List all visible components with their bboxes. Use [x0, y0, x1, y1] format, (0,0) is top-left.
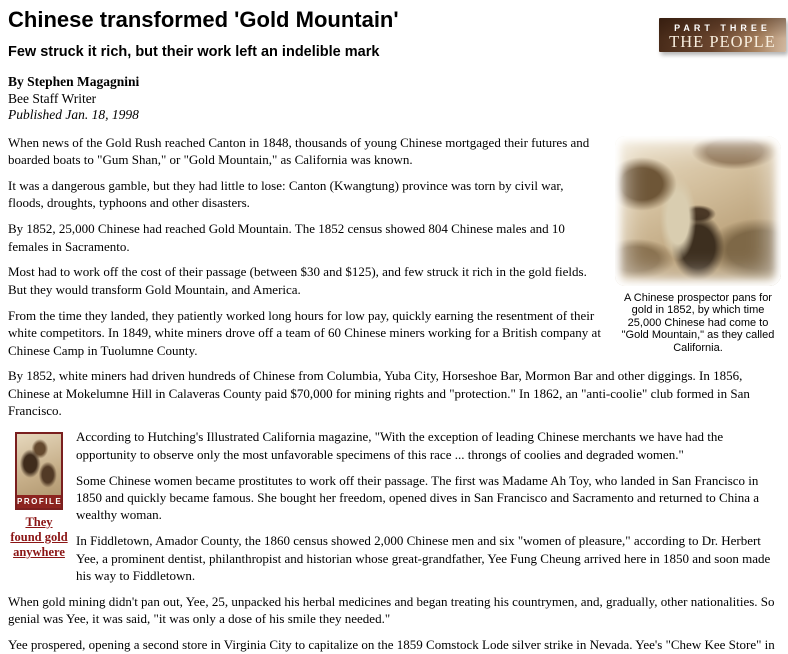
article-paragraph: Most had to work off the cost of their passage (between $30 and $125), and few struck it rich in the gold fields. But they would transform Gold Mountain, and America.	[8, 264, 587, 297]
article-paragraph: Yee prospered, opening a second store in Virginia City to capitalize on the 1859 Comstock Lode silver strike in Nevada. Yee's "Chew Kee Store" in	[8, 637, 775, 653]
section-badge-people-label: THE PEOPLE	[669, 32, 776, 51]
profile-link[interactable]	[10, 515, 68, 560]
publish-date: Published Jan. 18, 1998	[8, 107, 139, 122]
article-paragraph: In Fiddletown, Amador County, the 1860 census showed 2,000 Chinese men and six "women of pleasure," according to Dr. Herbert Yee, a prominent dentist, philanthropist and historian whose great-grandfather, Yee Fung Cheung arrived here in 1850 and soon made his way to Fiddletown.	[76, 533, 771, 584]
article-body	[8, 134, 782, 654]
profile-link-line: They	[25, 515, 53, 530]
article-paragraph: When gold mining didn't pan out, Yee, 25, unpacked his herbal medicines and began treating his countrymen, and, gradually, other nationalities. So genial was Yee, it was said, "it was only a dose of his smile they needed."	[8, 593, 775, 627]
article-paragraph: From the time they landed, they patiently worked long hours for low pay, quickly earning the resentment of their white competitors. In 1849, white miners drove off a team of 60 Chinese miners working for a British company at Chinese Camp in Tuolumne County.	[8, 307, 601, 358]
article-paragraph: Some Chinese women became prostitutes to work off their passage. The first was Madame Ah Toy, who landed in San Francisco in 1850 and quickly became famous. She bought her freedom, opened dives in San Francisco and Sacramento and returned to China a wealthy woman.	[76, 472, 760, 523]
article-paragraph: When news of the Gold Rush reached Canton in 1848, thousands of young Chinese mortgaged their futures and boarded boats to "Gum Shan," or "Gold Mountain," as California was known.	[8, 134, 590, 167]
article-page	[0, 7, 788, 653]
profile-link-line: anywhere	[13, 545, 65, 560]
profile-label: PROFILE	[17, 497, 63, 507]
byline-organization: Bee Staff Writer	[8, 90, 97, 106]
prospector-photo	[615, 136, 781, 286]
prospector-photo-caption: A Chinese prospector pans for gold in 1852, by which time 25,000 Chinese had come to "Gold Mountain," as they called California.	[621, 291, 775, 354]
page-title: Chinese transformed 'Gold Mountain'	[8, 7, 399, 32]
prospector-figure	[614, 136, 782, 355]
profile-photo[interactable]	[15, 432, 63, 510]
section-badge	[659, 18, 786, 52]
article-paragraph: By 1852, white miners had driven hundreds of Chinese from Columbia, Yuba City, Horseshoe Bar, Mormon Bar and other diggings. In 1856, Chinese at Mokelumne Hill in Calaveras County paid $70,000 for mining rights and "protection." In 1862, an "anti-coolie" club formed in San Francisco.	[8, 368, 750, 419]
profile-link-line: found gold	[10, 530, 68, 545]
article-paragraph: By 1852, 25,000 Chinese had reached Gold Mountain. The 1852 census showed 804 Chinese males and 10 females in Sacramento.	[8, 221, 565, 254]
profile-promo	[10, 432, 68, 560]
article-paragraph: According to Hutching's Illustrated California magazine, "With the exception of leading Chinese merchants we have had the opportunity to observe only the most unfavorable specimens of this race ... throngs of coolies and degraded women."	[76, 429, 724, 462]
byline-block	[8, 74, 782, 124]
article-paragraph: It was a dangerous gamble, but they had little to lose: Canton (Kwangtung) province was torn by civil war, floods, droughts, typhoons and other disasters.	[8, 177, 564, 211]
section-badge-part-label: PART THREE	[674, 23, 771, 33]
page-subtitle: Few struck it rich, but their work left an indelible mark	[8, 44, 380, 60]
byline-author: By Stephen Magagnini	[8, 74, 140, 89]
